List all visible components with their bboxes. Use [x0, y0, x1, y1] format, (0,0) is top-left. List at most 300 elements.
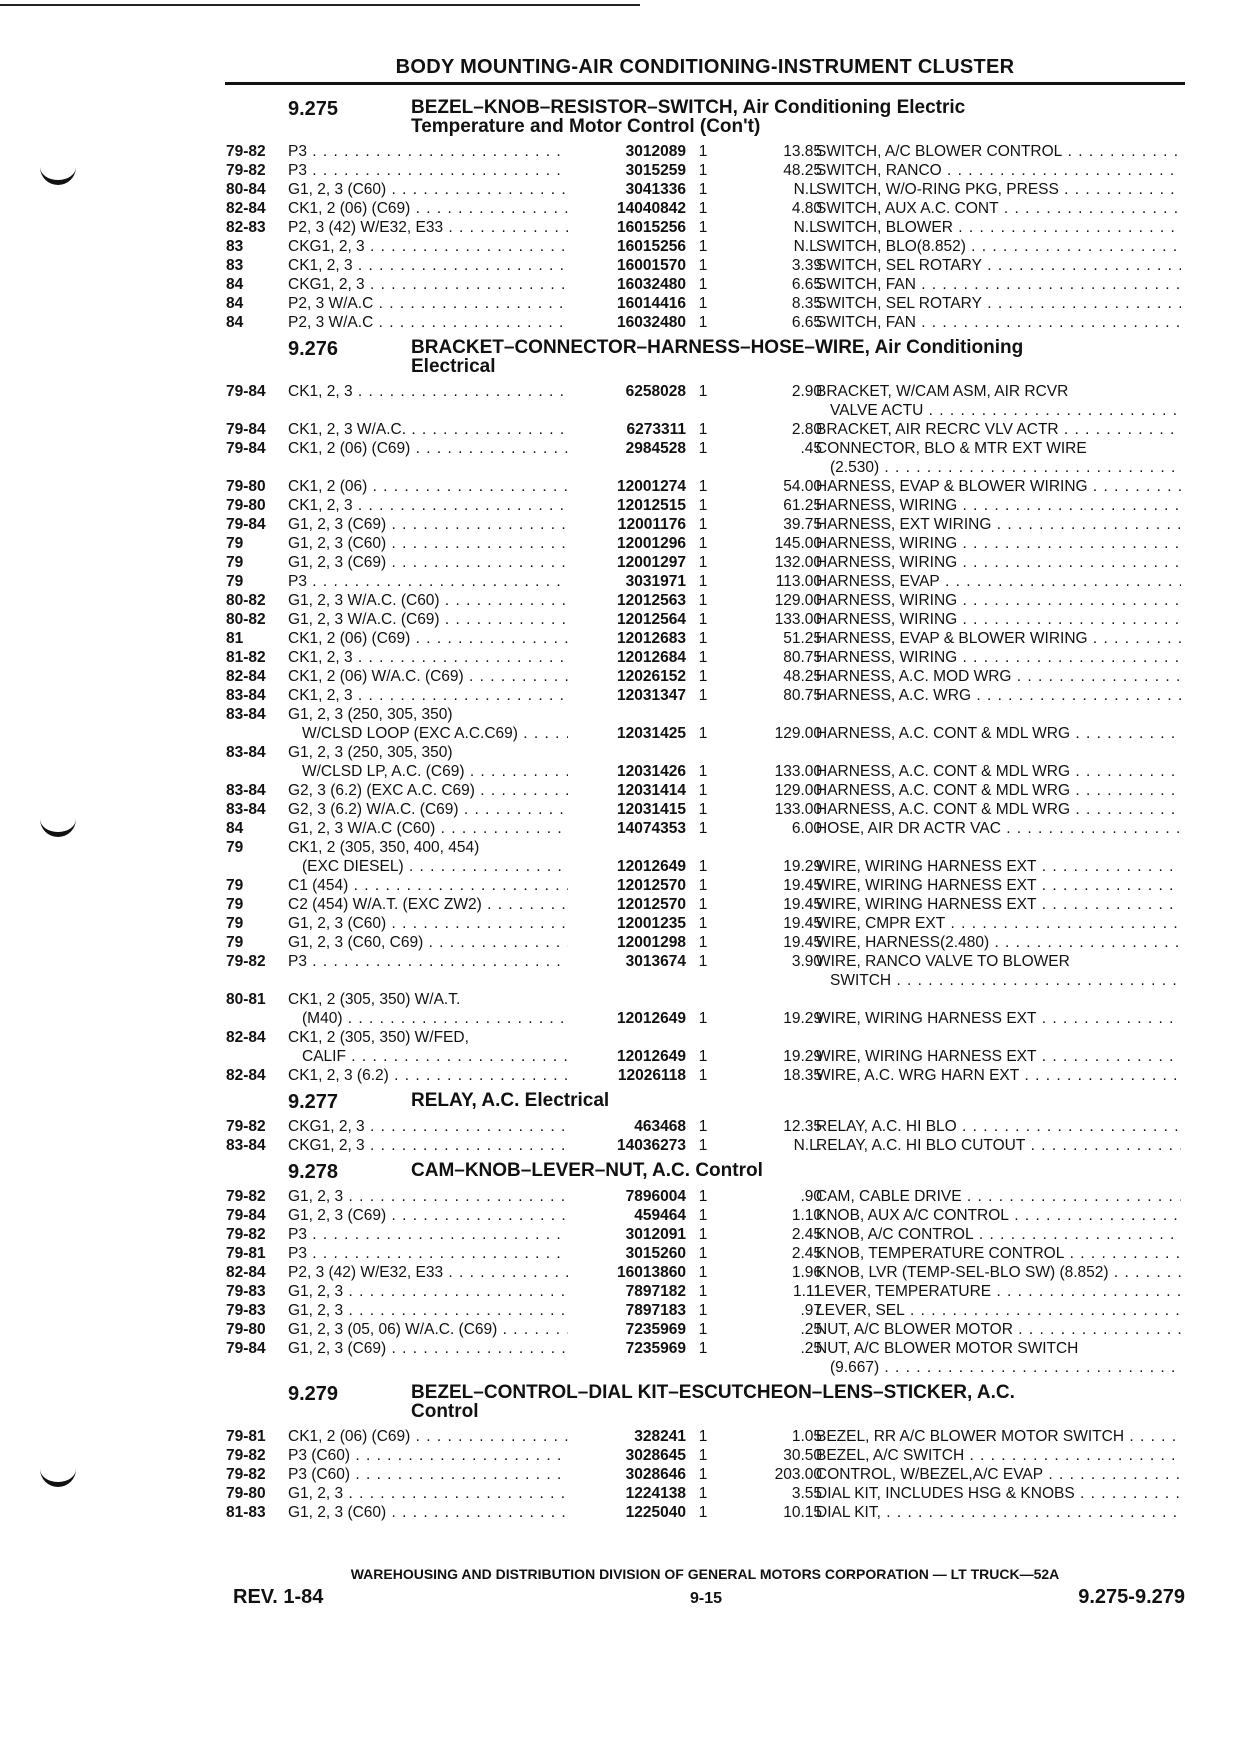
part-number: 3015259 [625, 162, 686, 179]
year-range: 81-83 [226, 1504, 266, 1521]
quantity: 1 [698, 1118, 708, 1135]
quantity: 1 [698, 1428, 708, 1445]
description-cell [816, 1225, 1181, 1244]
description-cell [816, 648, 1181, 667]
description-line: BEZEL, A/C SWITCH . . . [816, 1446, 1181, 1465]
model-cell [288, 1320, 568, 1339]
price: 6.00 [791, 820, 822, 837]
section-title-line: Electrical [411, 356, 496, 377]
year-range: 79-80 [226, 497, 266, 514]
price: 6.65 [791, 276, 822, 293]
price: 13.85 [783, 143, 822, 160]
year-range: 82-84 [226, 1264, 266, 1281]
part-number: 14040842 [617, 200, 686, 217]
table-row [226, 933, 1186, 952]
section-heading [226, 98, 1186, 142]
model-line: C1 (454) . . . [288, 876, 568, 895]
footer-section-range: 9.275-9.279 [1078, 1586, 1185, 1608]
model-line: CK1, 2 (06) W/A.C. (C69) . . . [288, 667, 568, 686]
description-cell [816, 294, 1181, 313]
part-number: 12026152 [617, 668, 686, 685]
table-row [226, 553, 1186, 572]
description-cell [816, 1009, 1181, 1028]
year-range: 79-83 [226, 1302, 266, 1319]
section-title-line: BEZEL–CONTROL–DIAL KIT–ESCUTCHEON–LENS–STICKER, A.C. [411, 1382, 1015, 1403]
part-number: 3031971 [625, 573, 686, 590]
quantity: 1 [698, 1137, 708, 1154]
model-line: P2, 3 W/A.C . . . [288, 294, 568, 313]
year-range: 80-82 [226, 611, 266, 628]
description-cell [816, 895, 1181, 914]
description-cell [816, 914, 1181, 933]
model-cell [288, 933, 568, 952]
year-range: 79-82 [226, 953, 266, 970]
price: 129.00 [774, 592, 822, 609]
year-range: 83-84 [226, 801, 266, 818]
description-line: KNOB, AUX A/C CONTROL . . . [816, 1206, 1181, 1225]
model-line: G1, 2, 3 (C69) . . . [288, 553, 568, 572]
quantity: 1 [698, 1485, 708, 1502]
year-range: 80-82 [226, 592, 266, 609]
quantity: 1 [698, 1188, 708, 1205]
model-line: CK1, 2 (06) (C69) . . . [288, 199, 568, 218]
year-range: 80-84 [226, 181, 266, 198]
quantity: 1 [698, 1010, 708, 1027]
model-line: P2, 3 W/A.C . . . [288, 313, 568, 332]
description-cell [816, 667, 1181, 686]
quantity: 1 [698, 934, 708, 951]
description-cell [816, 439, 1181, 477]
table-row [226, 439, 1186, 477]
year-range: 84 [226, 295, 244, 312]
description-cell [816, 1320, 1181, 1339]
quantity: 1 [698, 143, 708, 160]
part-number: 12001176 [617, 516, 686, 533]
model-cell [288, 1503, 568, 1522]
model-cell [288, 534, 568, 553]
description-cell [816, 1484, 1181, 1503]
year-range: 79-84 [226, 440, 266, 457]
part-number: 7897183 [625, 1302, 686, 1319]
table-row [226, 1446, 1186, 1465]
description-cell [816, 237, 1181, 256]
section-heading [226, 1161, 1186, 1187]
description-line: VALVE ACTU . . . [816, 401, 1181, 420]
description-line: SWITCH . . . [816, 971, 1181, 990]
description-line: (9.667) . . . [816, 1358, 1181, 1377]
description-line: SWITCH, SEL ROTARY . . . [816, 294, 1181, 313]
model-line: CK1, 2 (06) (C69) . . . [288, 1427, 568, 1446]
part-number: 12012683 [617, 630, 686, 647]
quantity: 1 [698, 1283, 708, 1300]
description-line: HARNESS, EVAP . . . [816, 572, 1181, 591]
description-line: (2.530) . . . [816, 458, 1181, 477]
quantity: 1 [698, 953, 708, 970]
price: N.L. [793, 1137, 822, 1154]
quantity: 1 [698, 725, 708, 742]
page-header: BODY MOUNTING-AIR CONDITIONING-INSTRUMENT CLUSTER [395, 56, 1015, 78]
part-number: 12012564 [617, 611, 686, 628]
table-row [226, 420, 1186, 439]
description-line: SWITCH, BLOWER . . . [816, 218, 1181, 237]
description-cell [816, 313, 1181, 332]
description-cell [816, 275, 1181, 294]
model-cell [288, 237, 568, 256]
part-number: 3013674 [625, 953, 686, 970]
description-cell [816, 1206, 1181, 1225]
description-line: KNOB, LVR (TEMP-SEL-BLO SW) (8.852) . . . [816, 1263, 1181, 1282]
model-cell [288, 1244, 568, 1263]
table-row [226, 743, 1186, 781]
description-line: HARNESS, A.C. CONT & MDL WRG . . . [816, 724, 1181, 743]
price: 1.05 [791, 1428, 822, 1445]
table-row [226, 800, 1186, 819]
year-range: 79-81 [226, 1245, 266, 1262]
year-range: 79 [226, 915, 244, 932]
description-line: HARNESS, WIRING . . . [816, 591, 1181, 610]
table-row [226, 705, 1186, 743]
part-number: 3012091 [625, 1226, 686, 1243]
price: 12.35 [783, 1118, 822, 1135]
description-line: WIRE, WIRING HARNESS EXT . . . [816, 1047, 1181, 1066]
model-line: G1, 2, 3 (C60) . . . [288, 914, 568, 933]
table-row [226, 952, 1186, 990]
year-range: 79 [226, 934, 244, 951]
table-row [226, 477, 1186, 496]
part-number: 7896004 [625, 1188, 686, 1205]
quantity: 1 [698, 516, 708, 533]
description-cell [816, 142, 1181, 161]
year-range: 79 [226, 573, 244, 590]
quantity: 1 [698, 554, 708, 571]
year-range: 79-82 [226, 162, 266, 179]
model-cell [288, 553, 568, 572]
description-cell [816, 724, 1181, 743]
description-cell [816, 1263, 1181, 1282]
part-number: 12012570 [617, 896, 686, 913]
part-number: 3028645 [625, 1447, 686, 1464]
quantity: 1 [698, 421, 708, 438]
description-cell [816, 591, 1181, 610]
price: 129.00 [774, 725, 822, 742]
model-cell [288, 1225, 568, 1244]
price: N.L. [793, 181, 822, 198]
part-number: 3041336 [625, 181, 686, 198]
quantity: 1 [698, 896, 708, 913]
price: 19.29 [783, 1048, 822, 1065]
model-line: CK1, 2, 3 . . . [288, 256, 568, 275]
year-range: 79-82 [226, 1188, 266, 1205]
part-number: 6273311 [626, 421, 686, 438]
quantity: 1 [698, 295, 708, 312]
description-cell [816, 218, 1181, 237]
year-range: 79-82 [226, 1226, 266, 1243]
quantity: 1 [698, 257, 708, 274]
price: 39.75 [783, 516, 822, 533]
model-line: G1, 2, 3 W/A.C (C60) . . . [288, 819, 568, 838]
quantity: 1 [698, 611, 708, 628]
section-title-line: Temperature and Motor Control (Con't) [411, 116, 761, 137]
description-line: HARNESS, EVAP & BLOWER WIRING . . . [816, 477, 1181, 496]
table-row [226, 876, 1186, 895]
model-cell [288, 439, 568, 458]
table-row [226, 237, 1186, 256]
section-number: 9.277 [288, 1091, 339, 1113]
price: 6.65 [791, 314, 822, 331]
part-number: 12012515 [617, 497, 686, 514]
price: 19.29 [783, 1010, 822, 1027]
quantity: 1 [698, 915, 708, 932]
model-line: G2, 3 (6.2) (EXC A.C. C69) . . . [288, 781, 568, 800]
description-line: BRACKET, AIR RECRC VLV ACTR . . . [816, 420, 1181, 439]
table-row [226, 1301, 1186, 1320]
section-number: 9.275 [288, 98, 339, 120]
description-cell [816, 382, 1181, 420]
table-row [226, 1187, 1186, 1206]
price: 133.00 [774, 611, 822, 628]
part-number: 6258028 [625, 383, 686, 400]
quantity: 1 [698, 200, 708, 217]
description-cell [816, 857, 1181, 876]
quantity: 1 [698, 630, 708, 647]
description-line: WIRE, WIRING HARNESS EXT . . . [816, 857, 1181, 876]
year-range: 79-82 [226, 1447, 266, 1464]
section-number: 9.276 [288, 338, 339, 360]
model-line: G1, 2, 3 (C69) . . . [288, 1206, 568, 1225]
year-range: 79-84 [226, 1207, 266, 1224]
description-cell [816, 933, 1181, 952]
price: 18.35 [783, 1067, 822, 1084]
price: 203.00 [774, 1466, 822, 1483]
model-line: CK1, 2, 3 . . . [288, 496, 568, 515]
description-line: WIRE, WIRING HARNESS EXT . . . [816, 876, 1181, 895]
footer-distribution-line: WAREHOUSING AND DISTRIBUTION DIVISION OF GENERAL MOTORS CORPORATION — LT TRUCK—52A [350, 1566, 1060, 1582]
price: .97 [800, 1302, 822, 1319]
year-range: 82-84 [226, 200, 266, 217]
model-line: CK1, 2 (305, 350) W/FED, [288, 1029, 469, 1046]
model-cell [288, 819, 568, 838]
part-number: 16032480 [617, 314, 686, 331]
part-number: 12031415 [617, 801, 686, 818]
description-cell [816, 686, 1181, 705]
table-row [226, 382, 1186, 420]
price: 133.00 [774, 801, 822, 818]
model-cell [288, 161, 568, 180]
section-title-line: CAM–KNOB–LEVER–NUT, A.C. Control [411, 1160, 763, 1181]
quantity: 1 [698, 440, 708, 457]
header-rule [225, 82, 1185, 85]
table-row [226, 781, 1186, 800]
table-row [226, 572, 1186, 591]
table-row [226, 591, 1186, 610]
description-line: RELAY, A.C. HI BLO CUTOUT . . . [816, 1136, 1181, 1155]
description-cell [816, 1187, 1181, 1206]
model-cell [288, 1117, 568, 1136]
year-range: 79 [226, 839, 244, 856]
description-cell [816, 610, 1181, 629]
part-number: 14074353 [617, 820, 686, 837]
price: 2.90 [791, 383, 822, 400]
table-row [226, 496, 1186, 515]
model-line: G1, 2, 3 (C60, C69) . . . [288, 933, 568, 952]
quantity: 1 [698, 478, 708, 495]
description-line: SWITCH, A/C BLOWER CONTROL . . . [816, 142, 1181, 161]
top-rule [0, 4, 640, 6]
description-line: HARNESS, WIRING . . . [816, 610, 1181, 629]
price: 3.90 [791, 953, 822, 970]
model-cell [288, 800, 568, 819]
quantity: 1 [698, 238, 708, 255]
price: 145.00 [774, 535, 822, 552]
model-line: CK1, 2, 3 W/A.C. . . . [288, 420, 568, 439]
year-range: 84 [226, 276, 244, 293]
part-number: 12012570 [617, 877, 686, 894]
model-cell [288, 914, 568, 933]
part-number: 16014416 [617, 295, 686, 312]
description-line: DIAL KIT, INCLUDES HSG & KNOBS . . . [816, 1484, 1181, 1503]
quantity: 1 [698, 1067, 708, 1084]
description-line: HARNESS, EXT WIRING . . . [816, 515, 1181, 534]
quantity: 1 [698, 858, 708, 875]
description-line: SWITCH, W/O-RING PKG, PRESS . . . [816, 180, 1181, 199]
model-cell [288, 648, 568, 667]
model-line: P3 . . . [288, 952, 568, 971]
description-cell [816, 1427, 1181, 1446]
quantity: 1 [698, 592, 708, 609]
description-cell [816, 572, 1181, 591]
description-line: BEZEL, RR A/C BLOWER MOTOR SWITCH . . . [816, 1427, 1181, 1446]
part-number: 12031414 [617, 782, 686, 799]
section-title [411, 1161, 1171, 1180]
table-row [226, 1136, 1186, 1155]
year-range: 79-84 [226, 383, 266, 400]
price: 4.80 [791, 200, 822, 217]
description-cell [816, 1244, 1181, 1263]
year-range: 83-84 [226, 706, 266, 723]
price: N.L. [793, 219, 822, 236]
footer-page-number: 9-15 [690, 1590, 723, 1607]
year-range: 83 [226, 257, 244, 274]
year-range: 79-84 [226, 421, 266, 438]
quantity: 1 [698, 1226, 708, 1243]
part-number: 1225040 [625, 1504, 686, 1521]
model-line: G1, 2, 3 . . . [288, 1301, 568, 1320]
model-line: CK1, 2, 3 . . . [288, 648, 568, 667]
model-line: C2 (454) W/A.T. (EXC ZW2) . . . [288, 895, 568, 914]
description-cell [816, 1066, 1181, 1085]
model-line: P3 . . . [288, 142, 568, 161]
year-range: 79-84 [226, 1340, 266, 1357]
section-heading [226, 1091, 1186, 1117]
model-cell [288, 572, 568, 591]
price: 51.25 [783, 630, 822, 647]
description-line: WIRE, CMPR EXT . . . [816, 914, 1181, 933]
description-line: HARNESS, A.C. CONT & MDL WRG . . . [816, 800, 1181, 819]
quantity: 1 [698, 1340, 708, 1357]
model-cell [288, 876, 568, 895]
year-range: 82-83 [226, 219, 266, 236]
table-row [226, 1206, 1186, 1225]
model-cell [288, 1263, 568, 1282]
table-row [226, 256, 1186, 275]
section-number: 9.279 [288, 1383, 339, 1405]
part-number: 1224138 [625, 1485, 686, 1502]
description-line: HARNESS, A.C. MOD WRG . . . [816, 667, 1181, 686]
description-line: CONNECTOR, BLO & MTR EXT WIRE [816, 440, 1087, 457]
description-cell [816, 199, 1181, 218]
model-line: CKG1, 2, 3 . . . [288, 1136, 568, 1155]
model-cell [288, 199, 568, 218]
model-cell [288, 1066, 568, 1085]
description-line: HARNESS, A.C. CONT & MDL WRG . . . [816, 762, 1181, 781]
description-line: SWITCH, SEL ROTARY . . . [816, 256, 1181, 275]
model-line: CK1, 2 (06) (C69) . . . [288, 629, 568, 648]
description-line: SWITCH, BLO(8.852) . . . [816, 237, 1181, 256]
year-range: 79-84 [226, 516, 266, 533]
table-row [226, 819, 1186, 838]
punch-hole-mark [40, 812, 76, 837]
model-line: CK1, 2 (06) (C69) . . . [288, 439, 568, 458]
model-cell [288, 382, 568, 401]
description-cell [816, 1047, 1181, 1066]
model-line: P3 . . . [288, 1225, 568, 1244]
table-row [226, 199, 1186, 218]
year-range: 79-83 [226, 1283, 266, 1300]
price: 1.10 [791, 1207, 822, 1224]
table-row [226, 534, 1186, 553]
table-row [226, 313, 1186, 332]
model-cell [288, 1484, 568, 1503]
description-line: SWITCH, FAN . . . [816, 313, 1181, 332]
price: 19.45 [783, 934, 822, 951]
part-number: 14036273 [617, 1137, 686, 1154]
punch-hole-mark [40, 160, 76, 185]
description-cell [816, 819, 1181, 838]
description-line: SWITCH, AUX A.C. CONT . . . [816, 199, 1181, 218]
price: .45 [800, 440, 822, 457]
model-cell [288, 256, 568, 275]
model-cell [288, 1136, 568, 1155]
part-number: 3012089 [625, 143, 686, 160]
quantity: 1 [698, 877, 708, 894]
price: 3.39 [791, 257, 822, 274]
part-number: 3015260 [625, 1245, 686, 1262]
table-row [226, 294, 1186, 313]
description-line: HARNESS, WIRING . . . [816, 496, 1181, 515]
year-range: 79-81 [226, 1428, 266, 1445]
section-heading [226, 338, 1186, 382]
quantity: 1 [698, 649, 708, 666]
part-number: 12031347 [617, 687, 686, 704]
table-row [226, 1117, 1186, 1136]
table-row [226, 1320, 1186, 1339]
description-line: HARNESS, WIRING . . . [816, 648, 1181, 667]
table-row [226, 180, 1186, 199]
quantity: 1 [698, 820, 708, 837]
price: 19.45 [783, 915, 822, 932]
section-title-line: BRACKET–CONNECTOR–HARNESS–HOSE–WIRE, Air Conditioning [411, 337, 1024, 358]
model-cell [288, 142, 568, 161]
description-cell [816, 781, 1181, 800]
model-cell [288, 686, 568, 705]
price: .90 [800, 1188, 822, 1205]
description-line: HARNESS, WIRING . . . [816, 534, 1181, 553]
price: 19.45 [783, 896, 822, 913]
table-row [226, 1282, 1186, 1301]
description-cell [816, 952, 1181, 990]
year-range: 79-80 [226, 1485, 266, 1502]
model-line: CK1, 2, 3 . . . [288, 686, 568, 705]
